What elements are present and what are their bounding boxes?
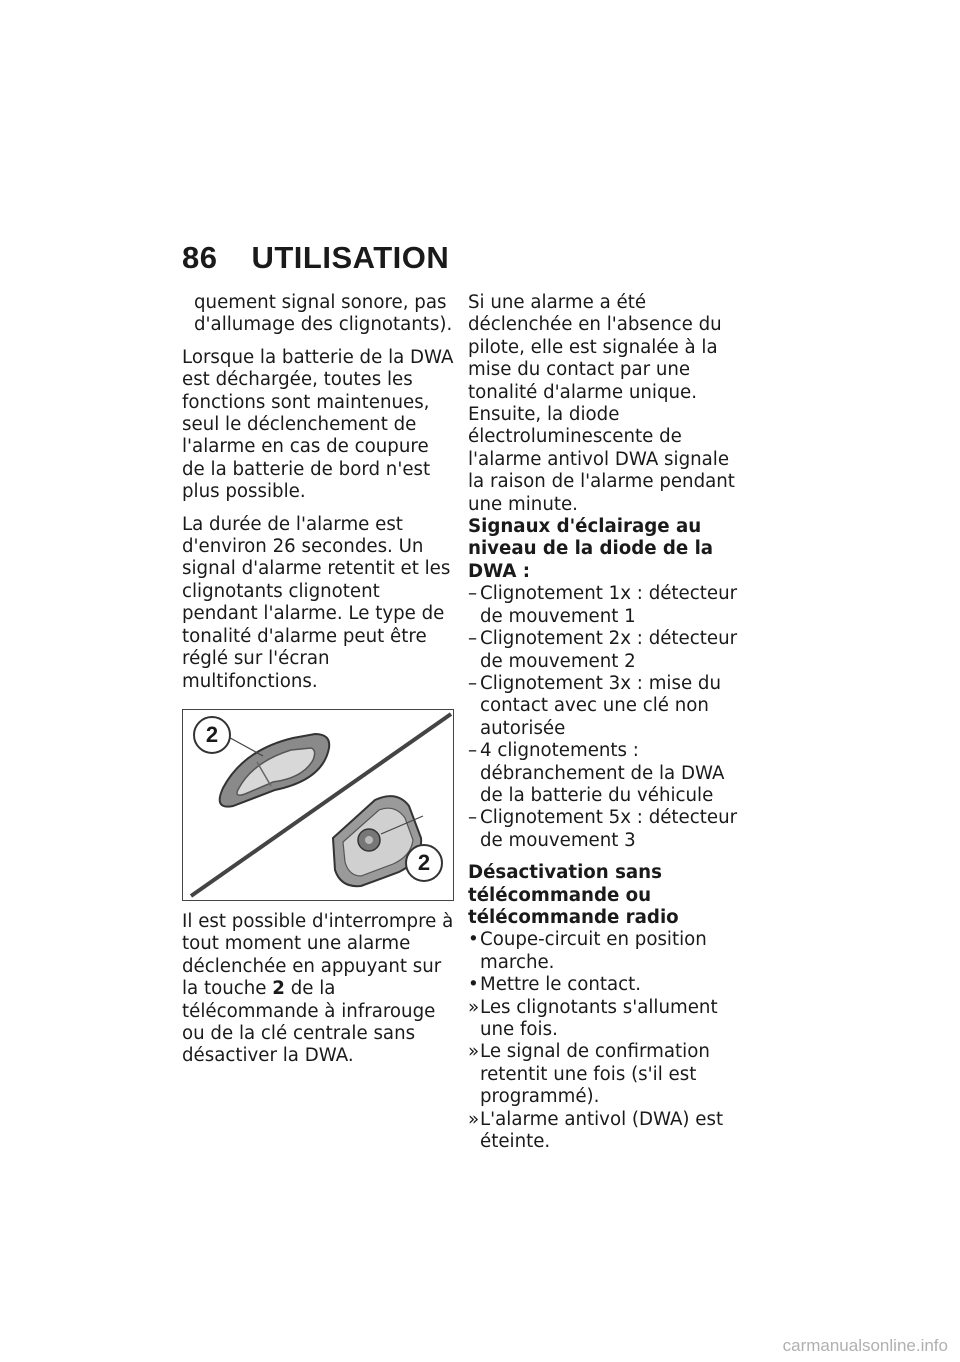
signal-list: [468, 583, 738, 852]
remote-control-drawing: [220, 734, 330, 807]
list-item: • Coupe-circuit en position marche.: [468, 929, 707, 973]
step-list: [468, 929, 738, 1153]
result-marker: »: [468, 1108, 480, 1130]
dash-marker: –: [468, 583, 478, 605]
heading-deactivation: Désactivation sans télécommande ou télécommande radio: [468, 862, 679, 928]
interrupt-text-before: Il est possible d'interrompre à tout moment une alarme déclenchée en appuyant sur la touche: [182, 910, 454, 1000]
heading-light-signals: Signaux d'éclairage au niveau de la diode de la DWA :: [468, 516, 714, 582]
callout-label-bottom: 2: [417, 849, 431, 875]
right-column: [468, 292, 738, 1153]
dash-marker: –: [468, 807, 478, 829]
paragraph-interrupt: [182, 911, 454, 1068]
interrupt-key-ref: 2: [272, 978, 285, 1000]
dash-marker: –: [468, 672, 478, 694]
list-item: – Clignotement 2x : détecteur de mouvement 2: [468, 628, 738, 672]
paragraph-battery: Lorsque la batterie de la DWA est déchargée, toutes les fonctions sont maintenues, seul le déclenchement de l'alarme en cas de coupure de la batterie de bord n'est plus possible.: [182, 346, 454, 503]
remote-key-figure: [182, 709, 454, 901]
section-title: UTILISATION: [251, 240, 450, 275]
paragraph-continuation: quement signal sonore, pas d'allumage des clignotants).: [194, 292, 453, 336]
list-item: • Mettre le contact.: [468, 974, 642, 996]
callout-badge-bottom: [405, 844, 443, 882]
left-column: [182, 292, 454, 1078]
result-marker: »: [468, 1041, 480, 1063]
dash-marker: –: [468, 740, 478, 762]
list-item: – Clignotement 1x : détecteur de mouvement 1: [468, 583, 738, 627]
list-item: » Le signal de confirmation retentit une fois (s'il est programmé).: [468, 1041, 710, 1108]
list-item: – 4 clignotements : débranchement de la DWA de la batterie du véhicule: [468, 740, 725, 806]
list-item: » Les clignotants s'allument une fois.: [468, 996, 718, 1040]
bullet-marker: •: [468, 974, 479, 996]
dash-marker: –: [468, 628, 478, 650]
page-header: [182, 240, 449, 276]
list-item: » L'alarme antivol (DWA) est éteinte.: [468, 1108, 724, 1153]
paragraph-alarm-signal: Si une alarme a été déclenchée en l'absence du pilote, elle est signalée à la mise du contact par une tonalité d'alarme unique. Ensuite, la diode électroluminescente de l'alarme antivol DWA signale la raison de l'alarme pendant une minute.: [468, 292, 735, 515]
paragraph-duration: La durée de l'alarme est d'environ 26 secondes. Un signal d'alarme retentit et les clignotants clignotent pendant l'alarme. Le type de tonalité d'alarme peut être réglé sur l'écran multifonctions.: [182, 513, 451, 692]
callout-label-top: 2: [205, 721, 219, 747]
list-item: – Clignotement 5x : détecteur de mouvement 3: [468, 807, 738, 851]
result-marker: »: [468, 996, 480, 1018]
page-number: 86: [182, 240, 218, 275]
watermark: carmanualsonline.info: [782, 1336, 948, 1355]
bullet-marker: •: [468, 929, 479, 951]
interrupt-text-after: de la télécommande à infrarouge ou de la clé centrale sans désactiver la DWA.: [182, 978, 436, 1067]
callout-badge-top: [193, 716, 231, 754]
list-item: – Clignotement 3x : mise du contact avec une clé non autorisée: [468, 672, 721, 739]
